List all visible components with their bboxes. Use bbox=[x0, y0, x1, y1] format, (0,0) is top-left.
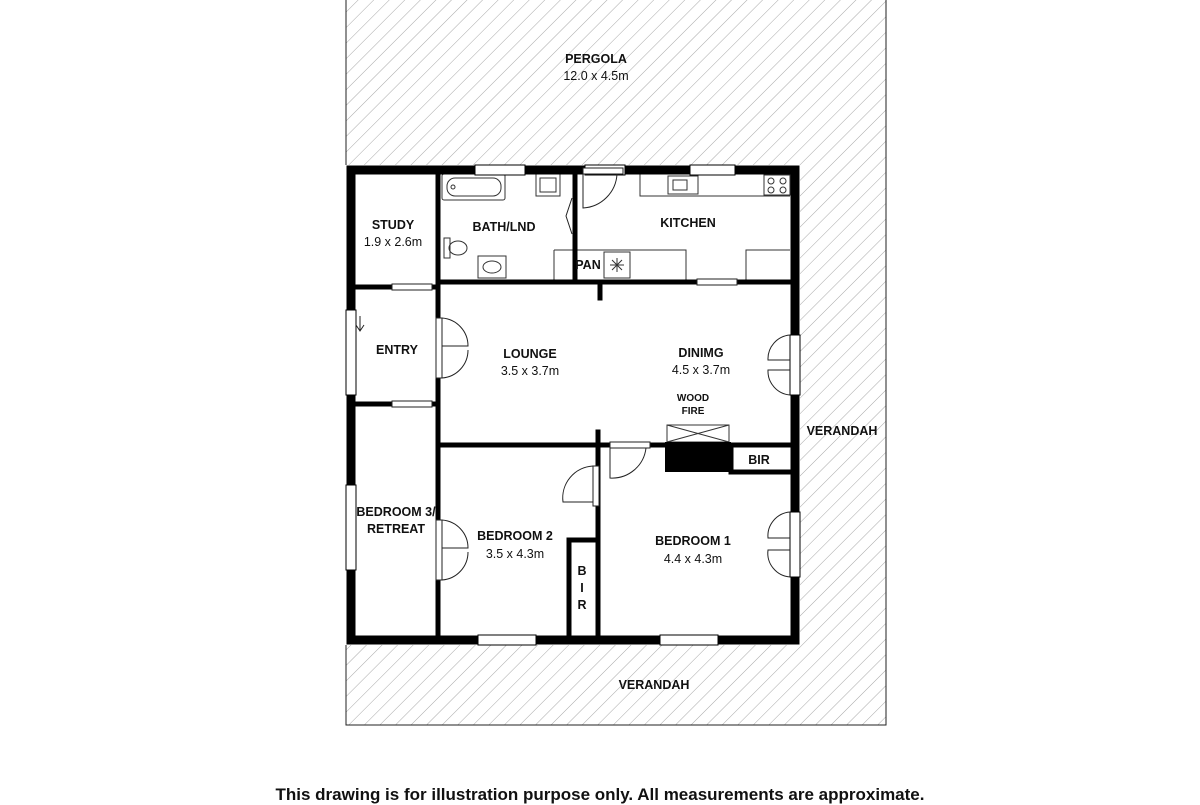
bir1-label: BIR bbox=[748, 453, 770, 467]
bir2-label-r: R bbox=[577, 598, 587, 612]
dining-label: DINIMG bbox=[678, 346, 724, 360]
woodfire-label-2: FIRE bbox=[681, 406, 705, 417]
verandah-east-label: VERANDAH bbox=[806, 424, 878, 438]
window bbox=[690, 165, 735, 175]
bedroom2-label: BEDROOM 2 bbox=[477, 529, 553, 543]
pergola-size: 12.0 x 4.5m bbox=[563, 69, 629, 83]
verandah-east-area bbox=[800, 165, 886, 645]
bir2-label-b: B bbox=[577, 564, 587, 578]
woodfire-label-1: WOOD bbox=[676, 393, 710, 404]
window bbox=[478, 635, 536, 645]
study-label: STUDY bbox=[371, 218, 415, 232]
study-size: 1.9 x 2.6m bbox=[363, 235, 423, 249]
window bbox=[790, 335, 800, 395]
bedroom2-size: 3.5 x 4.3m bbox=[485, 547, 545, 561]
verandah-south-label: VERANDAH bbox=[618, 678, 690, 692]
dining-size: 4.5 x 3.7m bbox=[671, 363, 731, 377]
lounge-label: LOUNGE bbox=[503, 347, 557, 361]
sliding-door bbox=[392, 284, 432, 290]
sliding-door bbox=[697, 279, 737, 285]
bedroom1-size: 4.4 x 4.3m bbox=[663, 552, 723, 566]
window bbox=[346, 310, 356, 395]
bir2-label-i: I bbox=[580, 581, 584, 595]
window bbox=[346, 485, 356, 570]
pergola-label: PERGOLA bbox=[565, 52, 627, 66]
window bbox=[790, 512, 800, 577]
lounge-size: 3.5 x 3.7m bbox=[500, 364, 560, 378]
verandah-south-area bbox=[346, 645, 886, 725]
window bbox=[475, 165, 525, 175]
pantry-label: PAN bbox=[575, 258, 601, 272]
sliding-door bbox=[392, 401, 432, 407]
bath-label: BATH/LND bbox=[472, 220, 536, 234]
entry-label: ENTRY bbox=[376, 343, 418, 357]
bedroom3-label-1: BEDROOM 3/ bbox=[356, 505, 436, 519]
bedroom1-label: BEDROOM 1 bbox=[655, 534, 731, 548]
bedroom3-label-2: RETREAT bbox=[366, 522, 426, 536]
disclaimer-text: This drawing is for illustration purpose only. All measurements are approximate. bbox=[275, 785, 925, 804]
window bbox=[660, 635, 718, 645]
kitchen-label: KITCHEN bbox=[660, 216, 716, 230]
